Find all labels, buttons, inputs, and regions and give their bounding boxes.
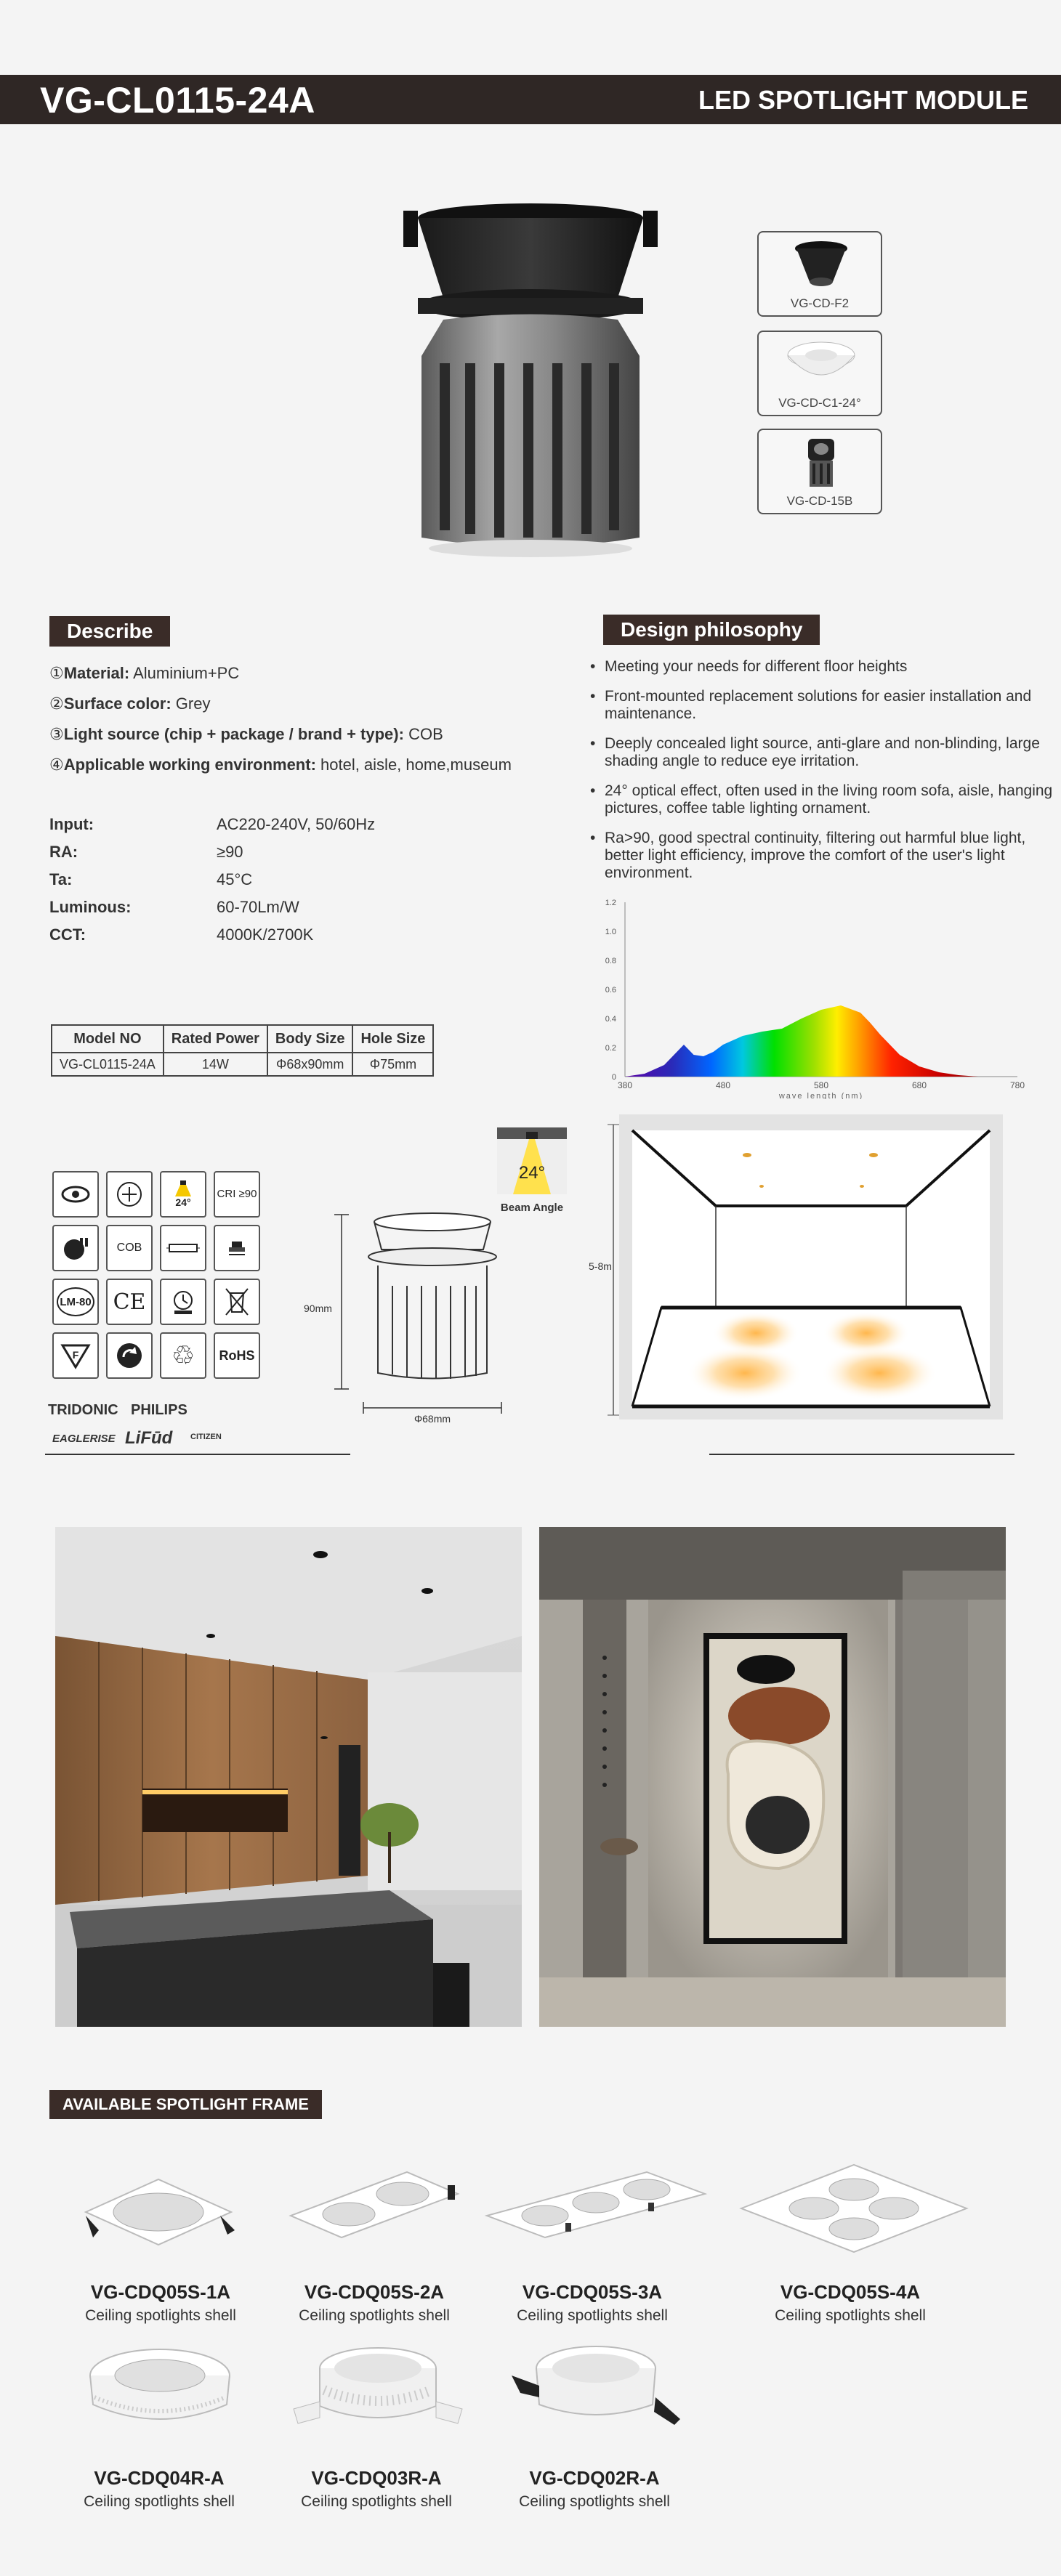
describe-title: Describe bbox=[49, 616, 170, 647]
frames-title: AVAILABLE SPOTLIGHT FRAME bbox=[49, 2090, 322, 2119]
philosophy-title: Design philosophy bbox=[603, 615, 820, 645]
title-bar bbox=[0, 75, 1061, 124]
x-tick-label: 680 bbox=[911, 1080, 927, 1090]
frame-desc: Ceiling spotlights shell bbox=[517, 2307, 668, 2324]
variant-label: VG-CD-15B bbox=[786, 494, 853, 508]
y-tick-label: 1.2 bbox=[605, 899, 616, 907]
product-model: VG-CL0115-24A bbox=[40, 80, 315, 121]
spec-row: CCT: 4000K/2700K bbox=[49, 926, 314, 944]
cob-icon: COB bbox=[106, 1225, 153, 1271]
table-cell: Φ68x90mm bbox=[267, 1053, 353, 1076]
spec-row: Ta: 45°C bbox=[49, 870, 253, 888]
white-lens-icon bbox=[785, 336, 858, 392]
frame-image-04r bbox=[80, 2339, 240, 2441]
frame-image-3a bbox=[480, 2165, 712, 2252]
y-tick-label: 0.8 bbox=[605, 957, 616, 965]
room-diagram bbox=[581, 1111, 1010, 1424]
spec-table bbox=[51, 1024, 434, 1077]
philosophy-item: • Deeply concealed light source, anti-glare and non-blinding, large shading angle to reduce eye irritation. bbox=[590, 735, 1055, 770]
frame-image-1a bbox=[78, 2172, 238, 2259]
describe-list bbox=[49, 658, 558, 780]
brand-tridonic: TRIDONIC bbox=[48, 1402, 118, 1418]
philosophy-item: • Ra>90, good spectral continuity, filtering out harmful blue light, better light efficiency, improve the comfort of the user's light environment. bbox=[590, 830, 1055, 882]
lm80-icon: LM-80 bbox=[52, 1279, 99, 1325]
weee-icon bbox=[214, 1279, 260, 1325]
frame-name: VG-CDQ05S-1A bbox=[90, 2281, 231, 2303]
table-cell: 14W bbox=[164, 1053, 267, 1076]
recycle-icon: ♲ bbox=[160, 1332, 206, 1379]
spot-module-icon bbox=[799, 436, 843, 490]
brand-philips: PHILIPS bbox=[131, 1402, 187, 1418]
variant-label: VG-CD-F2 bbox=[790, 296, 850, 310]
x-axis-label: wave length (nm) bbox=[778, 1092, 864, 1099]
frame-desc: Ceiling spotlights shell bbox=[84, 2493, 235, 2510]
lamp-icon bbox=[214, 1225, 260, 1271]
beam-24-icon: 24° bbox=[160, 1171, 206, 1218]
philosophy-item: • 24° optical effect, often used in the living room sofa, aisle, hanging pictures, coffee table lighting ornament. bbox=[590, 782, 1055, 817]
divider bbox=[709, 1454, 1014, 1455]
variant-card-c1[interactable] bbox=[757, 331, 882, 416]
beam-angle-graphic bbox=[497, 1127, 567, 1194]
x-tick-label: 380 bbox=[617, 1080, 633, 1090]
driver-icon bbox=[160, 1225, 206, 1271]
philosophy-item: • Front-mounted replacement solutions for easier installation and maintenance. bbox=[590, 688, 1055, 723]
application-photo-kitchen bbox=[55, 1527, 522, 2027]
table-header: Body Size bbox=[267, 1025, 353, 1053]
frame-image-03r bbox=[291, 2339, 465, 2441]
table-cell: VG-CL0115-24A bbox=[52, 1053, 164, 1076]
variant-card-15b[interactable] bbox=[757, 429, 882, 514]
frame-image-2a bbox=[283, 2165, 465, 2252]
brand-citizen: CITIZEN bbox=[190, 1433, 222, 1441]
y-tick-label: 0.2 bbox=[605, 1044, 616, 1053]
y-tick-label: 0.6 bbox=[605, 986, 616, 995]
spectrum-chart bbox=[574, 892, 1025, 1099]
frame-desc: Ceiling spotlights shell bbox=[85, 2307, 236, 2324]
philosophy-list bbox=[590, 658, 1055, 894]
x-tick-label: 580 bbox=[813, 1080, 829, 1090]
describe-line: ④Applicable working environment: hotel, aisle, home,museum bbox=[49, 756, 512, 774]
frame-name: VG-CDQ05S-2A bbox=[304, 2281, 445, 2303]
product-category: LED SPOTLIGHT MODULE bbox=[698, 85, 1028, 115]
table-cell: Φ75mm bbox=[352, 1053, 433, 1076]
black-reflector-icon bbox=[792, 238, 850, 289]
x-tick-label: 480 bbox=[715, 1080, 731, 1090]
spec-row: Luminous: 60-70Lm/W bbox=[49, 898, 299, 916]
eye-icon bbox=[52, 1171, 99, 1218]
frame-name: VG-CDQ03R-A bbox=[311, 2467, 442, 2489]
frame-image-02r bbox=[509, 2339, 683, 2441]
frame-name: VG-CDQ04R-A bbox=[94, 2467, 225, 2489]
anti-glare-icon bbox=[106, 1171, 153, 1218]
frame-name: VG-CDQ05S-4A bbox=[780, 2281, 921, 2303]
brand-lifud: LiFūd bbox=[125, 1428, 173, 1448]
frame-name: VG-CDQ05S-3A bbox=[522, 2281, 663, 2303]
variant-card-f2[interactable] bbox=[757, 231, 882, 317]
spec-row: RA: ≥90 bbox=[49, 843, 243, 861]
frame-desc: Ceiling spotlights shell bbox=[301, 2493, 452, 2510]
beam-angle-label: Beam Angle bbox=[500, 1202, 564, 1214]
describe-line: ②Surface color: Grey bbox=[49, 694, 211, 713]
height-label: 90mm bbox=[304, 1303, 332, 1314]
divider bbox=[45, 1454, 350, 1455]
plug-icon bbox=[52, 1225, 99, 1271]
table-header: Hole Size bbox=[352, 1025, 433, 1053]
width-label: Φ68mm bbox=[413, 1413, 451, 1424]
frame-desc: Ceiling spotlights shell bbox=[775, 2307, 926, 2324]
y-tick-label: 0 bbox=[611, 1073, 616, 1082]
x-tick-label: 780 bbox=[1009, 1080, 1025, 1090]
room-height-label: 5-8m bbox=[589, 1260, 612, 1272]
frame-desc: Ceiling spotlights shell bbox=[519, 2493, 670, 2510]
describe-line: ③Light source (chip + package / brand + type): COB bbox=[49, 725, 443, 743]
lifespan-icon bbox=[160, 1279, 206, 1325]
frame-name: VG-CDQ02R-A bbox=[529, 2467, 660, 2489]
application-photo-gallery bbox=[539, 1527, 1006, 2027]
product-image bbox=[392, 196, 669, 567]
recycle-arrow-icon bbox=[106, 1332, 153, 1379]
frame-image-4a bbox=[734, 2158, 974, 2259]
f-mark-icon bbox=[52, 1332, 99, 1379]
cert-grid bbox=[52, 1171, 270, 1389]
variant-label: VG-CD-C1-24° bbox=[778, 396, 861, 410]
spectrum-area bbox=[625, 1005, 1017, 1077]
table-header: Rated Power bbox=[164, 1025, 267, 1053]
describe-line: ①Material: Aluminium+PC bbox=[49, 664, 240, 682]
brand-eaglerise: EAGLERISE bbox=[52, 1433, 116, 1445]
svg-text:F: F bbox=[72, 1349, 79, 1361]
philosophy-item: • Meeting your needs for different floor heights bbox=[590, 658, 1055, 676]
table-header: Model NO bbox=[52, 1025, 164, 1053]
frame-desc: Ceiling spotlights shell bbox=[299, 2307, 450, 2324]
dimension-drawing bbox=[291, 1206, 523, 1424]
spec-row: Input: AC220-240V, 50/60Hz bbox=[49, 815, 376, 833]
rohs-icon: RoHS bbox=[214, 1332, 260, 1379]
cri-icon: CRI ≥90 bbox=[214, 1171, 260, 1218]
y-tick-label: 0.4 bbox=[605, 1015, 616, 1024]
ce-icon: CE bbox=[106, 1279, 153, 1325]
y-tick-label: 1.0 bbox=[605, 928, 616, 936]
beam-angle-value: 24° bbox=[518, 1163, 546, 1183]
